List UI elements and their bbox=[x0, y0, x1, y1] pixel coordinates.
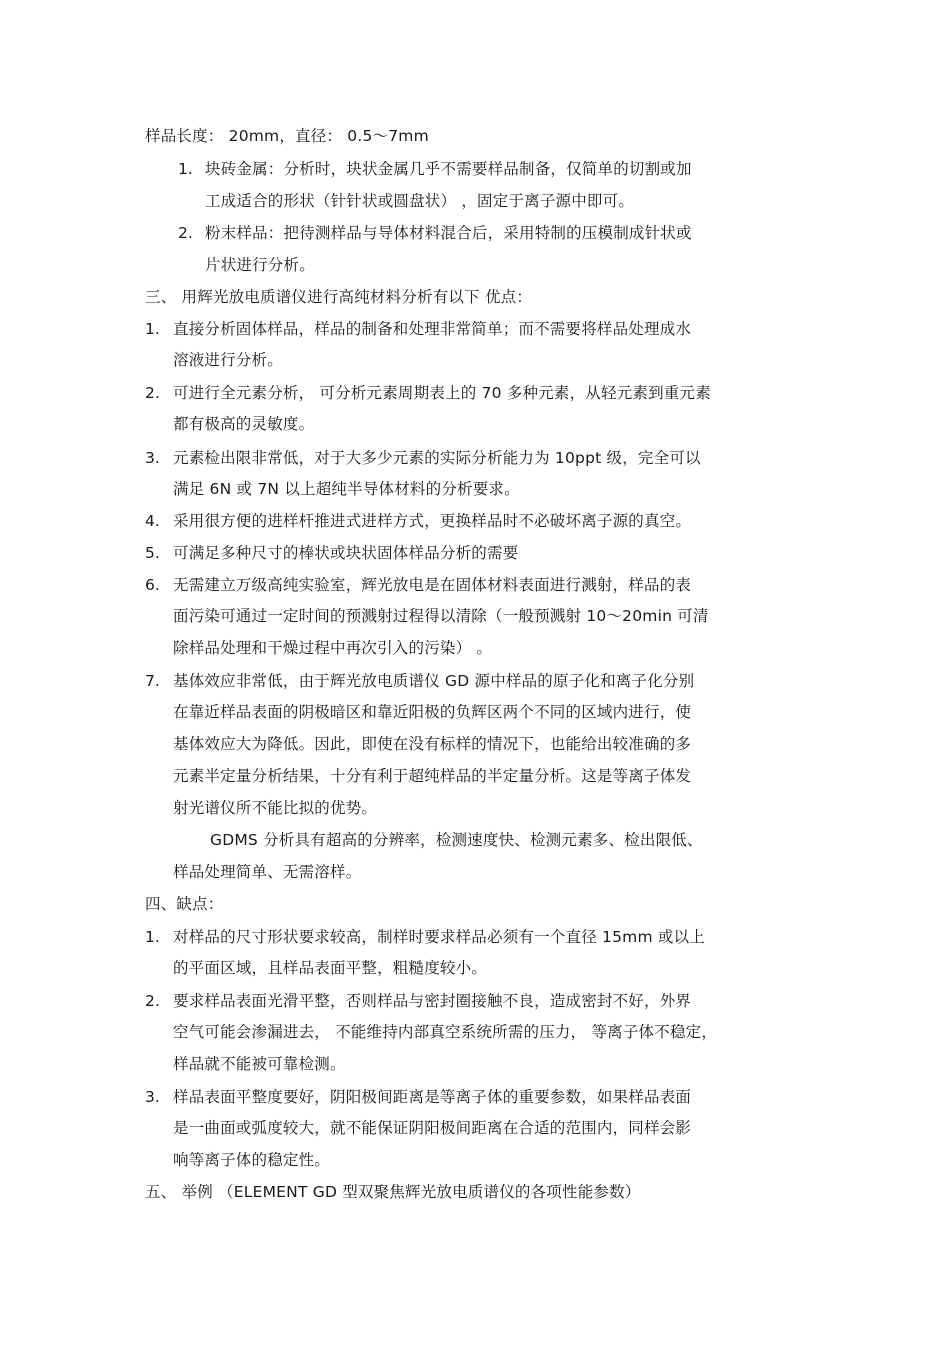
advantage-line: 除样品处理和干燥过程中再次引入的污染） 。 bbox=[173, 639, 493, 657]
drawback-number: 3. bbox=[145, 1088, 160, 1106]
advantage-number: 3. bbox=[145, 449, 160, 467]
drawback-number: 1. bbox=[145, 928, 160, 946]
summary-line: 样品处理简单、无需溶样。 bbox=[173, 863, 362, 881]
drawback-line: 的平面区域，且样品表面平整，粗糙度较小。 bbox=[173, 959, 488, 977]
advantage-line: 在靠近样品表面的阴极暗区和靠近阳极的负辉区两个不同的区域内进行，使 bbox=[173, 703, 692, 721]
drawback-line: 样品就不能被可靠检测。 bbox=[173, 1055, 346, 1073]
section-heading: 五、 举例 （ELEMENT GD 型双聚焦辉光放电质谱仪的各项性能参数） bbox=[145, 1183, 641, 1201]
drawback-line: 响等离子体的稳定性。 bbox=[173, 1151, 331, 1169]
advantage-number: 2. bbox=[145, 384, 160, 402]
advantage-line: 元素半定量分析结果，十分有利于超纯样品的半定量分析。这是等离子体发 bbox=[173, 767, 692, 785]
advantage-number: 4. bbox=[145, 512, 160, 530]
advantage-line: 射光谱仪所不能比拟的优势。 bbox=[173, 799, 378, 817]
advantage-line: 可满足多种尺寸的棒状或块状固体样品分析的需要 bbox=[173, 544, 519, 562]
prep-item-number: 1. bbox=[178, 160, 193, 178]
drawback-line: 样品表面平整度要好，阴阳极间距离是等离子体的重要参数，如果样品表面 bbox=[173, 1088, 692, 1106]
prep-item-line: 片状进行分析。 bbox=[205, 256, 315, 274]
advantage-line: 都有极高的灵敏度。 bbox=[173, 415, 315, 433]
advantage-line: 直接分析固体样品，样品的制备和处理非常简单；而不需要将样品处理成水 bbox=[173, 320, 692, 338]
prep-item-line: 粉末样品：把待测样品与导体材料混合后，采用特制的压模制成针状或 bbox=[205, 224, 692, 242]
advantage-number: 6. bbox=[145, 576, 160, 594]
drawback-line: 是一曲面或弧度较大，就不能保证阴阳极间距离在合适的范围内，同样会影 bbox=[173, 1119, 692, 1137]
advantage-line: 面污染可通过一定时间的预溅射过程得以清除（一般预溅射 10～20min 可清 bbox=[173, 607, 709, 625]
prep-item-line: 块砖金属：分析时，块状金属几乎不需要样品制备，仅简单的切割或加 bbox=[205, 160, 692, 178]
prep-item-line: 工成适合的形状（针针状或圆盘状） ，固定于离子源中即可。 bbox=[205, 192, 635, 210]
prep-item-number: 2. bbox=[178, 224, 193, 242]
advantage-line: 满足 6N 或 7N 以上超纯半导体材料的分析要求。 bbox=[173, 480, 520, 498]
advantage-line: 采用很方便的进样杆推进式进样方式，更换样品时不必破坏离子源的真空。 bbox=[173, 512, 692, 530]
section-heading: 四、缺点： bbox=[145, 895, 224, 913]
advantage-line: 基体效应非常低，由于辉光放电质谱仪 GD 源中样品的原子化和离子化分别 bbox=[173, 672, 695, 690]
advantage-line: 无需建立万级高纯实验室，辉光放电是在固体材料表面进行溅射，样品的表 bbox=[173, 576, 692, 594]
summary-line: GDMS 分析具有超高的分辨率，检测速度快、检测元素多、检出限低、 bbox=[210, 831, 703, 849]
section-heading: 三、 用辉光放电质谱仪进行高纯材料分析有以下 优点： bbox=[145, 288, 533, 306]
drawback-line: 对样品的尺寸形状要求较高，制样时要求样品必须有一个直径 15mm 或以上 bbox=[173, 928, 705, 946]
advantage-line: 元素检出限非常低，对于大多少元素的实际分析能力为 10ppt 级，完全可以 bbox=[173, 449, 701, 467]
advantage-line: 可进行全元素分析， 可分析元素周期表上的 70 多种元素，从轻元素到重元素 bbox=[173, 384, 711, 402]
sample-spec-line: 样品长度： 20mm，直径： 0.5～7mm bbox=[145, 127, 429, 145]
drawback-line: 空气可能会渗漏进去， 不能维持内部真空系统所需的压力， 等离子体不稳定， bbox=[173, 1023, 718, 1041]
advantage-number: 1. bbox=[145, 320, 160, 338]
drawback-line: 要求样品表面光滑平整，否则样品与密封圈接触不良，造成密封不好，外界 bbox=[173, 992, 692, 1010]
advantage-number: 5. bbox=[145, 544, 160, 562]
advantage-line: 溶液进行分析。 bbox=[173, 351, 283, 369]
advantage-line: 基体效应大为降低。因此，即使在没有标样的情况下，也能给出较准确的多 bbox=[173, 735, 692, 753]
advantage-number: 7. bbox=[145, 672, 160, 690]
drawback-number: 2. bbox=[145, 992, 160, 1010]
